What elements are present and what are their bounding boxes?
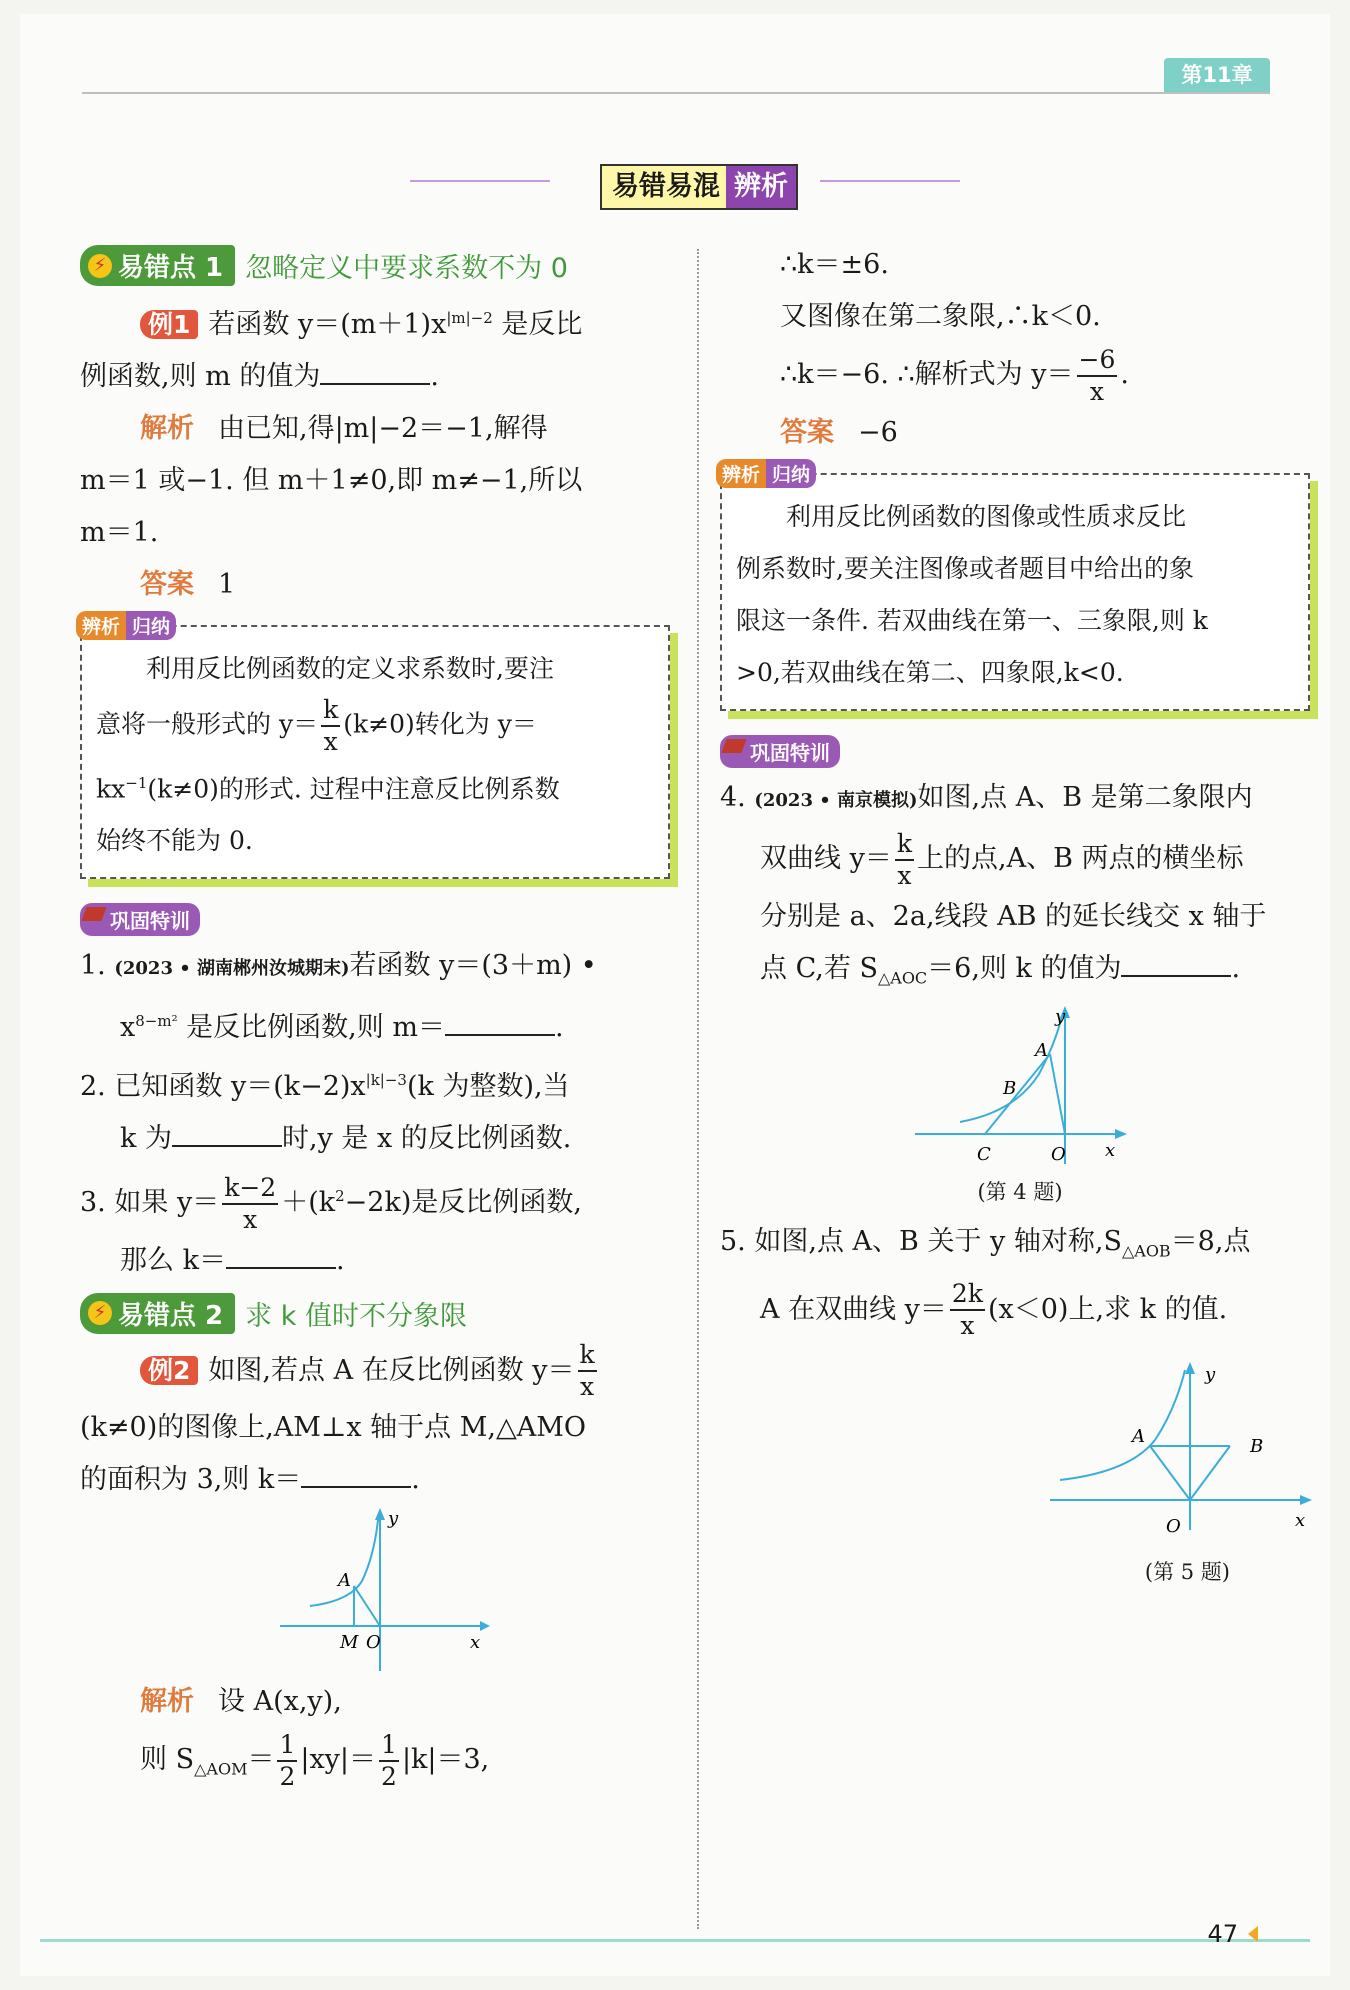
error-point-text: 忽略定义中要求系数不为 0 — [245, 253, 568, 284]
solution-label: 解析 — [140, 413, 194, 444]
answer-label: 答案 — [140, 569, 194, 600]
error-point-1 — [80, 245, 680, 286]
note-line-2: 意将一般形式的 y＝ $\frac{k}{x}$ (k≠0)转化为 y＝ — [96, 695, 537, 756]
answer-label: 答案 — [780, 417, 834, 448]
point-label-o: O — [366, 1632, 381, 1654]
solution-cont-2: 又图像在第二象限,∴k＜0. — [780, 301, 1101, 332]
error-point-badge: ⚡ 易错点 1 — [80, 245, 235, 286]
page — [20, 14, 1330, 1976]
summary-note-2 — [720, 464, 1310, 711]
footer-rule — [40, 1939, 1310, 1942]
problem-5-line-2: A 在双曲线 y＝ $\frac{2k}{x}$ (x＜0)上,求 k 的值. — [760, 1279, 1228, 1341]
chapter-tab: 第11章 — [1164, 58, 1270, 92]
right-column — [720, 239, 1320, 1590]
point-label-a: A — [1035, 1040, 1048, 1062]
problem-4-line-2: 双曲线 y＝ $\frac{k}{x}$ 上的点,A、B 两点的横坐标 — [760, 828, 1244, 890]
problem-1-line-1: 1. (2023 • 湖南郴州汝城期末)若函数 y＝(3＋m) • — [80, 950, 597, 982]
note-line-4: 始终不能为 0. — [96, 826, 253, 856]
solution-line-3: m＝1. — [80, 517, 159, 548]
problem-3-line-1: 3. 如果 y＝ $\frac{k-2}{x}$ $+(k^2-2k)$是反比例函数, — [80, 1172, 582, 1234]
example-badge: 例2 — [140, 1356, 198, 1385]
error-point-text: 求 k 值时不分象限 — [245, 1300, 467, 1332]
answer-blank — [226, 1241, 336, 1269]
left-column — [80, 239, 680, 1802]
title-deco-right — [820, 180, 960, 182]
triangle-marker-icon — [1248, 1926, 1258, 1942]
drill-label: 巩固特训 — [80, 903, 200, 936]
point-label-a: A — [338, 1570, 351, 1592]
example-1-line-2: 例函数,则 m 的值为 . — [80, 351, 680, 403]
axis-label-x: x — [1295, 1509, 1306, 1531]
answer-blank — [445, 1008, 555, 1036]
lightning-icon: ⚡ — [88, 1301, 112, 1325]
problem-1-line-2: $x^{8-m^2}$ 是反比例函数,则 m＝ . — [80, 995, 680, 1054]
problem-4-line-1: 4. (2023 • 南京模拟)如图,点 A、B 是第二象限内 — [720, 782, 1253, 813]
section-title-main: 易错易混 — [612, 171, 720, 202]
example-2-solution-2: 则 $S_{\triangle AOM}=$ $\frac{1}{2}$ |xy|＝ $\frac{1}{2}$ |k|＝3, — [140, 1729, 490, 1791]
figure-5-caption: (第 5 题) — [1144, 1559, 1230, 1584]
example-badge: 例1 — [140, 310, 198, 339]
example-2-solution-1: 解析 设 A(x,y), — [140, 1686, 342, 1718]
problem-2-line-2: k 为 时,y 是 x 的反比例函数. — [80, 1113, 680, 1165]
solution-cont-3: ∴k＝−6. ∴解析式为 y＝ $\frac{-6}{x}$ . — [780, 344, 1129, 406]
note-line-1: 利用反比例函数的定义求系数时,要注 — [146, 654, 554, 683]
problem-5-figure — [720, 1360, 1320, 1550]
problem-4-figure — [905, 1004, 1135, 1174]
point-label-o: O — [1166, 1515, 1181, 1537]
solution-line-2: m＝1 或−1. 但 m＋1≠0,即 m≠−1,所以 — [80, 465, 583, 496]
point-label-m: M — [340, 1632, 359, 1654]
header-rule — [82, 92, 1270, 94]
answer-line: 答案 1 — [140, 569, 236, 600]
note-line-4: >0,若双曲线在第二、四象限,k<0. — [736, 658, 1124, 687]
answer-blank — [320, 357, 430, 385]
solution-line-1: 解析 由已知,得|m|−2＝−1,解得 — [140, 413, 548, 444]
page-number: 47 — [1207, 1920, 1258, 1948]
axis-label-y: y — [1055, 1006, 1066, 1028]
point-label-a: A — [1132, 1425, 1145, 1447]
example-2-line-2: (k≠0)的图像上,AM⊥x 轴于点 M,△AMO — [80, 1412, 587, 1444]
answer-blank — [172, 1119, 282, 1147]
example-2-line-3: 的面积为 3,则 k＝ . — [80, 1454, 680, 1506]
problem-4-line-3: 分别是 a、2a,线段 AB 的延长线交 x 轴于 — [760, 901, 1267, 932]
axis-label-x: x — [470, 1632, 481, 1654]
answer-blank — [301, 1460, 411, 1488]
point-label-c: C — [977, 1144, 991, 1166]
solution-label: 解析 — [140, 1686, 194, 1718]
note-line-2: 例系数时,要关注图像或者题目中给出的象 — [736, 554, 1194, 583]
title-deco-left — [410, 180, 550, 182]
error-point-2 — [80, 1293, 680, 1334]
note-line-3: 限这一条件. 若双曲线在第一、三象限,则 k — [736, 606, 1208, 635]
axis-label-y: y — [1205, 1363, 1216, 1385]
lightning-icon: ⚡ — [88, 254, 112, 278]
note-badge: 辨析 归纳 — [716, 459, 816, 488]
problem-3-line-2: 那么 k＝ . — [80, 1235, 680, 1287]
section-title — [600, 164, 798, 210]
problem-5-line-1: 5. 如图,点 A、B 关于 y 轴对称$,S_{\triangle AOB}=8$,点 — [720, 1226, 1251, 1261]
error-point-badge: ⚡ 易错点 2 — [80, 1293, 235, 1334]
example-1-line-1: 例1 若函数 $y=(m+1)x^{|m|-2}$ 是反比 — [80, 292, 680, 351]
summary-note-1 — [80, 616, 670, 879]
example-2-figure — [270, 1506, 490, 1676]
answer-line: 答案 −6 — [780, 417, 898, 448]
solution-cont-1: ∴k＝±6. — [780, 249, 889, 280]
figure-4-caption: (第 4 题) — [977, 1180, 1063, 1205]
point-label-b: B — [1250, 1435, 1264, 1457]
axis-label-y: y — [388, 1508, 399, 1530]
example-2-line-1: 例2 如图,若点 A 在反比例函数 y＝ $\frac{k}{x}$ — [80, 1340, 680, 1403]
axis-label-x: x — [1105, 1140, 1116, 1162]
answer-blank — [1121, 949, 1231, 977]
point-label-b: B — [1003, 1078, 1017, 1100]
drill-label: 巩固特训 — [720, 735, 840, 768]
note-line-1: 利用反比例函数的图像或性质求反比 — [786, 502, 1187, 531]
column-divider — [697, 249, 699, 1929]
point-label-o: O — [1051, 1144, 1066, 1166]
problem-2-line-1: 2. 已知函数 $y=(k-2)x^{|k|-3}(k$ 为整数),当 — [80, 1071, 570, 1103]
note-line-3: $kx^{-1}(k\ne 0)$的形式. 过程中注意反比例系数 — [96, 774, 560, 804]
note-badge: 辨析 归纳 — [76, 611, 176, 640]
section-title-highlight: 辨析 — [726, 166, 796, 208]
problem-4-line-4: 点 C,若 $S_{\triangle AOC}=6$,则 k 的值为 . — [720, 943, 1320, 1004]
